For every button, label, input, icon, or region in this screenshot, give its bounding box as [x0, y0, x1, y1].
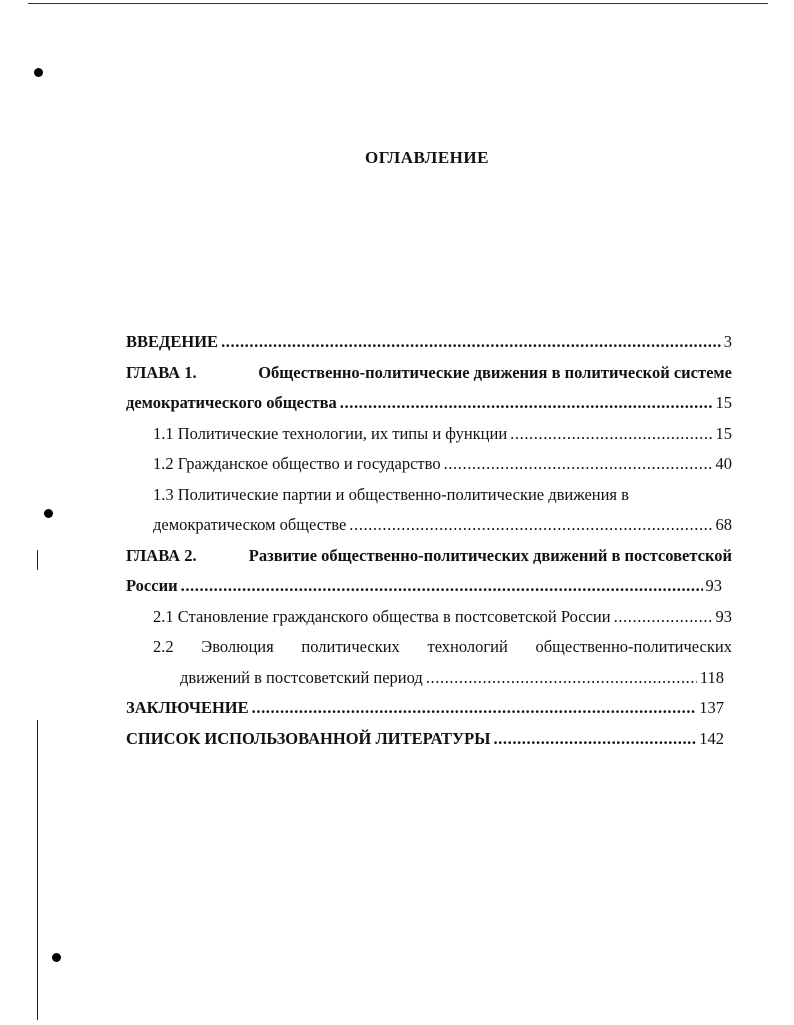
toc-chapter-number: ГЛАВА 2. [126, 545, 197, 565]
toc-entry-2-1[interactable] [126, 602, 732, 633]
margin-mark [37, 550, 38, 570]
toc-entry-intro[interactable] [126, 327, 732, 358]
toc-leader [349, 510, 712, 541]
toc-entry-chapter-2[interactable] [126, 541, 732, 572]
toc-label: 1.3 Политические партии и общественно-политические движения в [153, 484, 629, 504]
toc-label: движений в постсоветский период [180, 667, 423, 687]
toc-entry-1-3[interactable] [126, 480, 732, 511]
toc-entry-conclusion[interactable] [126, 693, 732, 724]
margin-binding-line [37, 720, 38, 1020]
toc-entry-1-3-cont[interactable] [126, 510, 732, 541]
toc-entry-bibliography[interactable] [126, 724, 732, 755]
toc-word: Эволюция [201, 637, 274, 656]
toc-page: 40 [715, 454, 732, 473]
toc-page: 93 [715, 606, 732, 626]
page-title: ОГЛАВЛЕНИЕ [365, 148, 489, 167]
toc-leader [510, 419, 712, 450]
toc-entry-2-2-cont[interactable] [126, 663, 732, 694]
toc-page: 15 [715, 393, 732, 412]
toc-leader [252, 693, 697, 724]
toc-word: политических [301, 637, 400, 656]
toc-word: общественно-политических [535, 637, 732, 656]
toc-entry-chapter-1[interactable] [126, 358, 732, 389]
toc-page: 93 [705, 576, 722, 595]
toc-label: Развитие общественно-политических движений в постсоветской [248, 545, 732, 565]
margin-dot [34, 68, 43, 77]
toc-label: России [126, 576, 178, 595]
toc-leader [444, 449, 713, 480]
toc-leader [493, 724, 696, 755]
toc-label: ВВЕДЕНИЕ [126, 332, 219, 351]
margin-dot [52, 953, 61, 962]
toc-page: 15 [715, 423, 732, 443]
toc-page: 142 [699, 728, 724, 748]
toc-entry-1-2[interactable] [126, 449, 732, 480]
toc-entry-1-1[interactable] [126, 419, 732, 450]
toc-leader [221, 327, 721, 358]
toc-entry-2-2[interactable] [126, 632, 732, 663]
top-border-line [28, 3, 768, 4]
toc-page: 68 [715, 515, 732, 534]
toc-entry-chapter-1-cont[interactable] [126, 388, 732, 419]
table-of-contents [126, 327, 732, 754]
toc-leader [614, 602, 713, 633]
toc-label: демократического общества [126, 393, 337, 412]
toc-page: 118 [699, 667, 724, 687]
margin-dot [44, 509, 53, 518]
toc-leader [426, 663, 697, 694]
toc-label: демократическом обществе [153, 515, 347, 534]
toc-word: технологий [427, 637, 508, 656]
toc-label: ЗАКЛЮЧЕНИЕ [126, 698, 249, 717]
toc-chapter-number: ГЛАВА 1. [126, 362, 197, 382]
toc-leader [340, 388, 713, 419]
toc-entry-chapter-2-cont[interactable] [126, 571, 732, 602]
toc-leader [181, 571, 703, 602]
toc-label: Общественно-политические движения в политической системе [258, 362, 732, 382]
toc-label: СПИСОК ИСПОЛЬЗОВАННОЙ ЛИТЕРАТУРЫ [126, 728, 491, 748]
toc-label: 1.1 Политические технологии, их типы и функции [153, 423, 508, 443]
toc-word: 2.2 [153, 637, 174, 656]
toc-label: 1.2 Гражданское общество и государство [153, 454, 441, 473]
toc-label: 2.1 Становление гражданского общества в постсоветской России [153, 606, 611, 626]
toc-page: 3 [723, 332, 732, 351]
toc-page: 137 [699, 698, 724, 717]
